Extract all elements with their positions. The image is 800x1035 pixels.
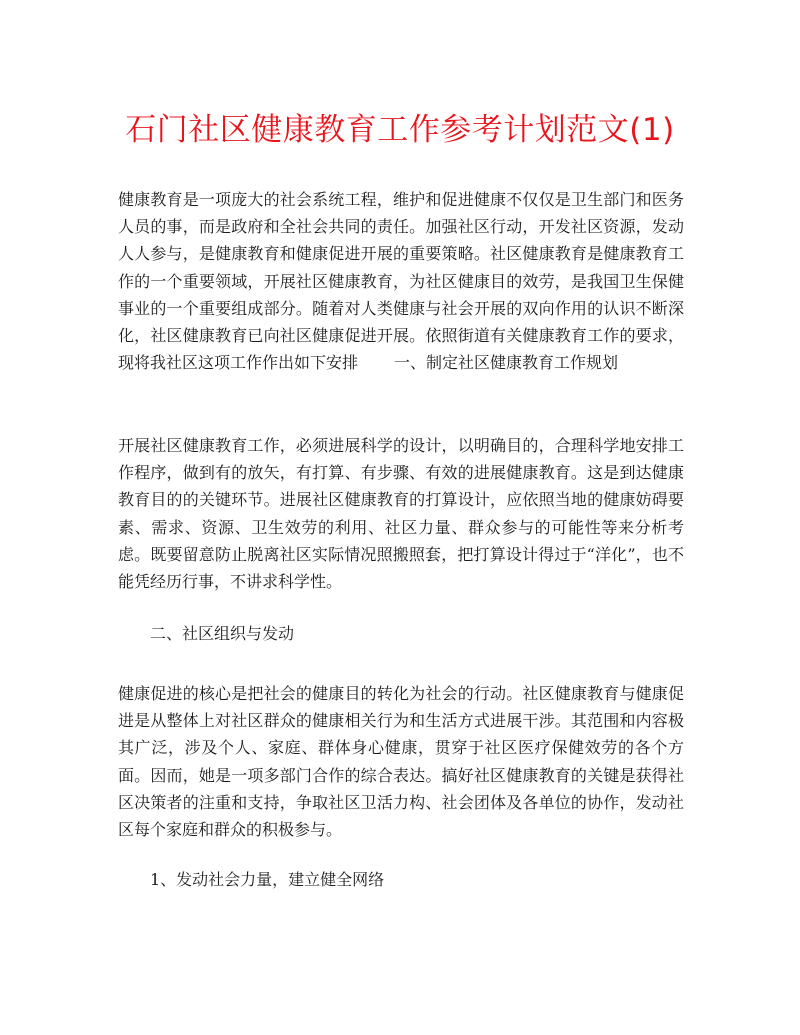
organization-paragraph: 健康促进的核心是把社会的健康目的转化为社会的行动。社区健康教育与健康促进是从整体上对社区群众的健康相关行为和生活方式进展干涉。其范围和内容极其广泛，涉及个人、家庭、群体身心健康，贯穿于社区医疗保健效劳的各个方面。因而，她是一项多部门合作的综合表达。搞好社区健康教育的关键是获得社区决策者的注重和支持，争取社区卫活力构、社会团体及各单位的协作，发动社区每个家庭和群众的积极参与。 (118, 684, 684, 840)
section-heading-plan: 一、制定社区健康教育工作规划 (394, 353, 619, 373)
intro-paragraph (118, 186, 684, 376)
section-heading-organization: 二、社区组织与发动 (150, 624, 295, 643)
intro-paragraph-text: 健康教育是一项庞大的社会系统工程，维护和促进健康不仅仅是卫生部门和医务人员的事，而是政府和全社会共同的责任。加强社区行动，开发社区资源，发动人人参与，是健康教育和健康促进开展的重要策略。社区健康教育是健康教育工作的一个重要领域，开展社区健康教育，为社区健康目的效劳，是我国卫生保健事业的一个重要组成部分。随着对人类健康与社会开展的双向作用的认识不断深化，社区健康教育已向社区健康促进开展。依照街道有关健康教育工作的要求，现将我社区这项工作作出如下安排 (118, 190, 684, 373)
plan-paragraph: 开展社区健康教育工作，必须进展科学的设计，以明确目的，合理科学地安排工作程序，做到有的放矢，有打算、有步骤、有效的进展健康教育。这是到达健康教育目的的关键环节。进展社区健康教育的打算设计，应依照当地的健康妨碍要素、需求、资源、卫生效劳的利用、社区力量、群众参与的可能性等来分析考虑。既要留意防止脱离社区实际情况照搬照套，把打算设计得过于“洋化”，也不能凭经历行事，不讲求科学性。 (118, 436, 684, 592)
document-title: 石门社区健康教育工作参考计划范文(1) (125, 112, 675, 148)
subsection-heading-mobilize: 1、发动社会力量，建立健全网络 (150, 870, 385, 889)
